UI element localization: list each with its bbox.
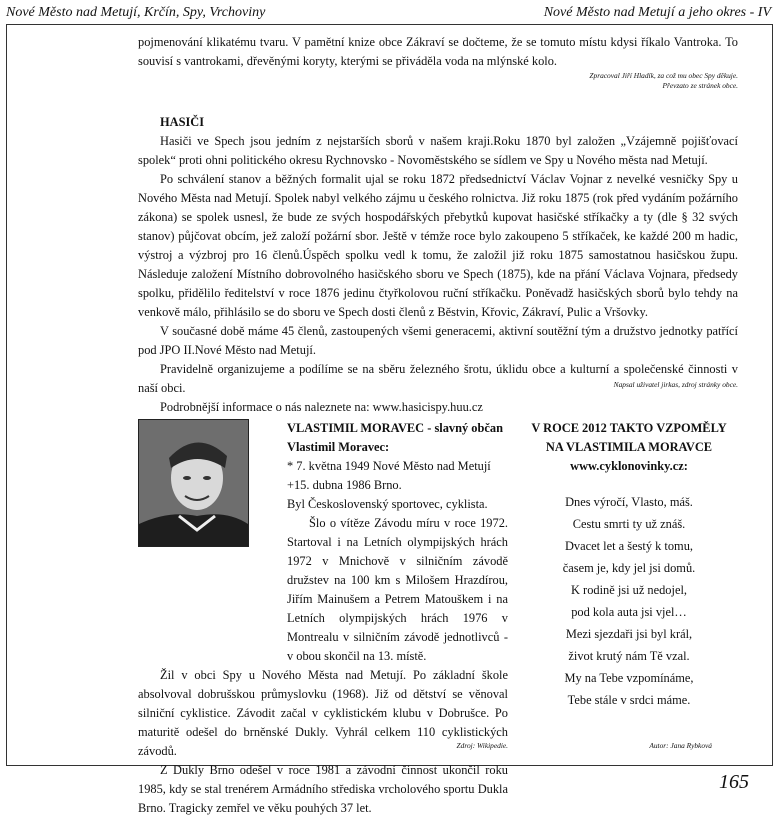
poem-line: Dnes výročí, Vlasto, máš.	[565, 495, 693, 509]
moravec-born: * 7. května 1949 Nové Město nad Metují	[287, 459, 491, 473]
moravec-paragraph: Žil v obci Spy u Nového Města nad Metují. Po základní škole absolvoval dobrušskou průmyslovku (1968). Již od dětství se věnoval silniční cyklistice. Závodit začal v cyklistickém klubu v Dobrušce. Po maturitě odešel do brněnské Dukly. Vyhrál celkem 110 cyklistických závodů.	[138, 668, 508, 758]
poem-line: Cestu smrti ty už znáš.	[572, 517, 686, 531]
top-section	[138, 33, 738, 71]
poem-line: Mezi sjezdaři jsi byl král,	[565, 627, 693, 641]
moravec-paragraph: Byl Československý sportovec, cyklista.	[287, 497, 488, 511]
hasici-section	[138, 113, 738, 417]
moravec-heading: VLASTIMIL MORAVEC - slavný občan Vlastimil Moravec:	[287, 421, 503, 454]
poem-title-line: www.cyklonovinky.cz:	[570, 459, 688, 473]
moravec-source: Zdroj: Wikipedie.	[456, 741, 508, 750]
page-number: 165	[719, 771, 749, 793]
running-header-left: Nové Město nad Metují, Krčín, Spy, Vrchoviny	[6, 5, 266, 20]
poem-title-line: V ROCE 2012 TAKTO VZPOMĚLY	[531, 421, 727, 435]
hasici-paragraph: Hasiči ve Spech jsou jedním z nejstarších sborů v našem kraji.Roku 1870 byl založen „Vzájemně pojišťovací spolek“ proti ohni politického okresu Rychnovsko - Novoměstského se sídlem ve Spy u Nového města nad Metují.	[138, 134, 738, 167]
hasici-paragraph: Pravidelně organizujeme a podílíme se na sběru železného šrotu, úklidu obce a kulturní a společenské činnosti v naší obci.	[138, 362, 738, 395]
top-paragraph: pojmenování klikatému tvaru. V pamětní knize obce Zákraví se dočteme, že se tomuto místu kdysi říkalo Vantroka. To souvisí s vantrokami, dřevěnými koryty, kterými se přiváděla voda na mlýnské kolo.	[138, 35, 738, 68]
poem-title	[522, 419, 736, 476]
poem-line: Tebe stále v srdci máme.	[567, 693, 691, 707]
top-source-line: Zpracoval Jiří Hladík, za což mu obec Spy děkuje.	[589, 71, 738, 80]
running-header-right: Nové Město nad Metují a jeho okres - IV	[543, 5, 771, 20]
top-source	[500, 71, 738, 91]
moravec-paragraph: Z Dukly Brno odešel v roce 1981 a závodní činnost ukončil roku 1985, kdy se stal trenérem Armádního střediska vrcholového sportu Dukla Brno. Tragicky zemřel ve věku pouhých 37 let.	[138, 763, 508, 815]
poem-title-line: NA VLASTIMILA MORAVCE	[545, 440, 713, 454]
poem-line: Dvacet let a šestý k tomu,	[564, 539, 693, 553]
hasici-paragraph: Po schválení stanov a běžných formalit ujal se roku 1872 předsednictví Václav Vojnar z nevelké vesničky Spy u Nového Města nad Metují. Spolek nabyl velkého zájmu u českého rolnictva. Již roku 1875 (rok před vydáním požárního zákona) se spolek usnesl, že bude ze svých hospodářských přebytků kupovat hasičské stříkačky a ty (dle § 32 svých stanov) půjčovat obcím, jež založí požární sbor. Ještě v témže roce bylo zakoupeno 5 stříkaček, ke každé 200 m hadic, výstroj a výzbroj pro 16 členů.Úspěch spolku vedl k tomu, že založil již roku 1875 samostatnou hasičskou župu. Následuje založení Místního dobrovolného hasičského sboru ve Spech (1875), kde na přání Václava Vojnara, předsedy spolku, přidělilo ředitelství v roce 1876 jedinu čtyřkolovou ruční stříkačku. Poněvadž hasičských sborů bylo tehdy na venkově málo, přihlásilo se do sboru ve Spech dosti členů z Běstvin, Křovic, Zákraví, Pulic a Vršovky.	[138, 172, 738, 319]
poem	[522, 493, 736, 713]
poem-source: Autor: Jana Rybková	[649, 741, 712, 750]
poem-line: život krutý nám Tě vzal.	[568, 649, 690, 663]
poem-line: časem je, kdy jel jsi domů.	[562, 561, 696, 575]
hasici-paragraph: V současné době máme 45 členů, zastoupených všemi generacemi, aktivní soutěžní tým a družstvo jednotky patřící pod JPO II.Nové Město nad Metují.	[138, 324, 738, 357]
moravec-body	[138, 514, 508, 818]
top-source-line: Převzato ze stránek obce.	[662, 81, 738, 90]
moravec-died: +15. dubna 1986 Brno.	[287, 478, 402, 492]
hasici-source: Napsal uživatel jirkas, zdroj stránky obce.	[613, 380, 738, 389]
poem-line: K rodině jsi už nedojel,	[571, 583, 687, 597]
poem-line: My na Tebe vzpomínáme,	[564, 671, 694, 685]
hasici-paragraph: Podrobnější informace o nás naleznete na: www.hasicispy.huu.cz	[160, 400, 483, 414]
poem-line: pod kola auta jsi vjel…	[571, 605, 687, 619]
moravec-paragraph: Šlo o vítěze Závodu míru v roce 1972. Startoval i na Letních olympijských hrách 1972 v Mnichově v silničním závodě družstev na 100 km s Milošem Hrazdírou, Jiřím Mainušem a Petrem Matouškem i na Letních olympijských hrách 1976 v Montrealu v silničním závodě jednotlivců - v obou skončil na 13. místě.	[287, 516, 508, 663]
hasici-heading: HASIČI	[160, 115, 205, 129]
moravec-header-block	[257, 419, 508, 514]
